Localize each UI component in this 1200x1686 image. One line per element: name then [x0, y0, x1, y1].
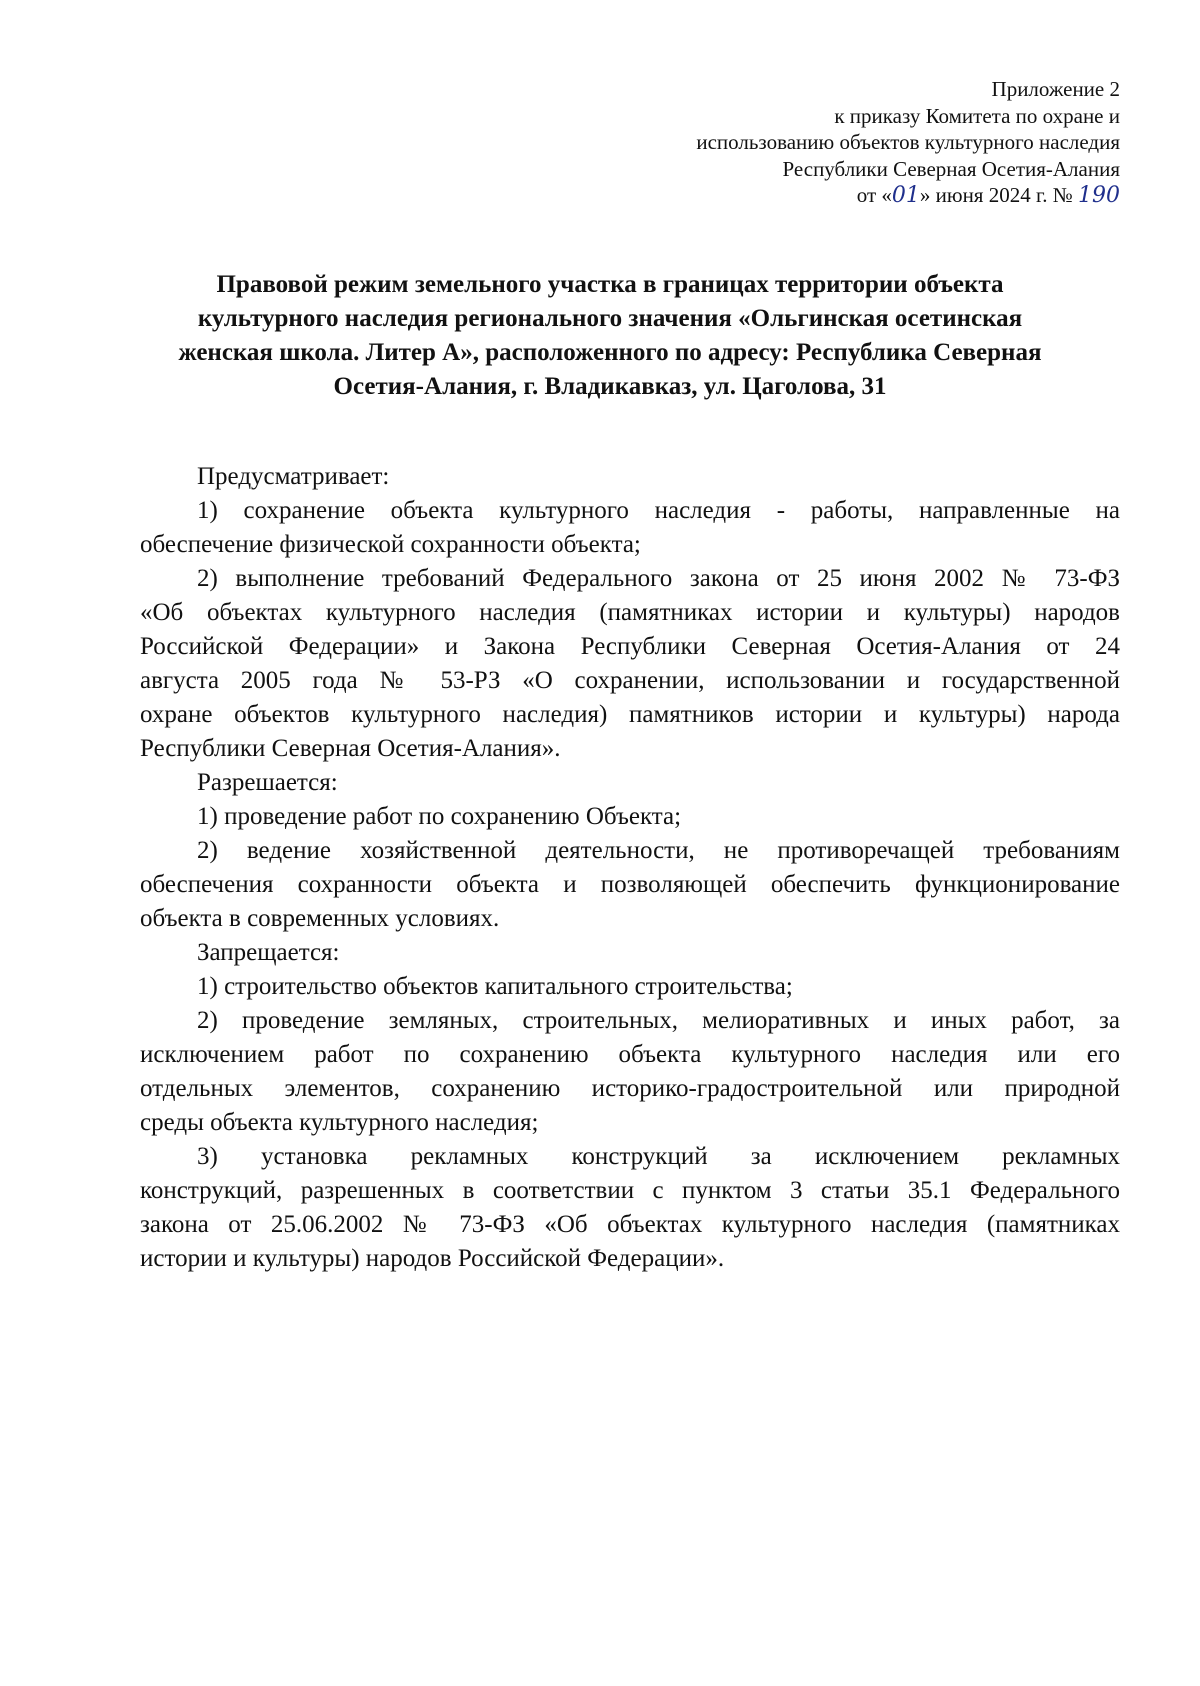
date-middle: » июня 2024 г. № [919, 183, 1073, 207]
provides-item-2-cont: охране объектов культурного наследия) памятников истории и культуры) народа [140, 701, 1120, 728]
provides-item-2-cont: Республики Северная Осетия-Алания». [140, 735, 561, 762]
provides-item-2-cont: «Об объектах культурного наследия (памятниках истории и культуры) народов [140, 599, 1120, 626]
provides-item-1-cont: обеспечение физической сохранности объекта; [140, 531, 641, 558]
forbidden-item-2-cont: исключением работ по сохранению объекта культурного наследия или его [140, 1041, 1120, 1068]
forbidden-item-3: 3) установка рекламных конструкций за исключением рекламных [197, 1143, 1120, 1170]
allowed-heading: Разрешается: [197, 769, 338, 796]
handwritten-day: 01 [891, 183, 920, 208]
allowed-item-2: 2) ведение хозяйственной деятельности, не противоречащей требованиям [197, 837, 1120, 864]
appendix-date-line [500, 182, 1120, 210]
provides-item-1: 1) сохранение объекта культурного наследия - работы, направленные на [197, 497, 1120, 524]
title-line: Осетия-Алания, г. Владикавказ, ул. Цаголова, 31 [333, 373, 887, 400]
title-line: культурного наследия регионального значения «Ольгинская осетинская [197, 305, 1023, 332]
forbidden-item-2-cont: среды объекта культурного наследия; [140, 1109, 539, 1136]
forbidden-item-3-cont: закона от 25.06.2002 № 73-ФЗ «Об объектах культурного наследия (памятниках [140, 1211, 1120, 1238]
forbidden-item-3-cont: конструкций, разрешенных в соответствии с пунктом 3 статьи 35.1 Федерального [140, 1177, 1120, 1204]
provides-heading: Предусматривает: [197, 463, 390, 490]
appendix-republic-line: Республики Северная Осетия-Алания [782, 156, 1120, 181]
title-line: женская школа. Литер А», расположенного по адресу: Республика Северная [178, 339, 1042, 366]
allowed-item-1: 1) проведение работ по сохранению Объекта; [197, 803, 682, 830]
appendix-header [500, 76, 1120, 210]
document-body [140, 460, 1120, 1276]
document-title [130, 268, 1090, 404]
provides-item-2: 2) выполнение требований Федерального закона от 25 июня 2002 № 73-ФЗ [197, 565, 1120, 592]
allowed-item-2-cont: обеспечения сохранности объекта и позволяющей обеспечить функционирование [140, 871, 1120, 898]
appendix-title: Приложение 2 [991, 77, 1120, 101]
forbidden-heading: Запрещается: [197, 939, 340, 966]
provides-item-2-cont: Российской Федерации» и Закона Республики Северная Осетия-Алания от 24 [140, 633, 1120, 660]
forbidden-item-1: 1) строительство объектов капитального строительства; [197, 973, 793, 1000]
appendix-committee-line: использованию объектов культурного наследия [696, 130, 1120, 154]
forbidden-item-3-cont: истории и культуры) народов Российской Федерации». [140, 1245, 725, 1272]
allowed-item-2-cont: объекта в современных условиях. [140, 905, 500, 932]
date-prefix: от « [856, 183, 892, 207]
handwritten-order-number: 190 [1078, 183, 1120, 208]
forbidden-item-2: 2) проведение земляных, строительных, мелиоративных и иных работ, за [197, 1007, 1120, 1034]
appendix-order-line: к приказу Комитета по охране и [834, 103, 1120, 128]
title-line: Правовой режим земельного участка в границах территории объекта [216, 271, 1004, 298]
provides-item-2-cont: августа 2005 года № 53-РЗ «О сохранении, использовании и государственной [140, 667, 1120, 694]
forbidden-item-2-cont: отдельных элементов, сохранению историко-градостроительной или природной [140, 1075, 1120, 1102]
